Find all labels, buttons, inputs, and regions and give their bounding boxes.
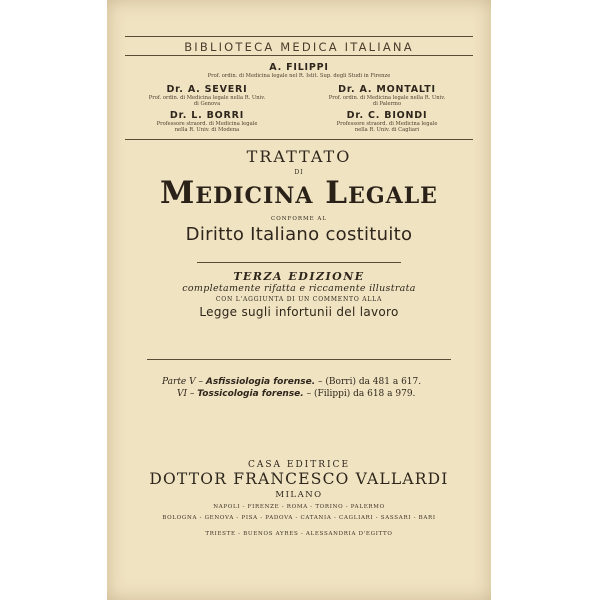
part-subject: Asfissiologia forense. [205,377,316,387]
part-line: VI – Tossicologia forense. – (Filippi) da 618 a 979. [177,389,416,399]
author-affiliation: Prof. ordin. di Medicina legale nella R. Univ. [148,95,266,101]
subtitle: Diritto Italiano costituito [185,224,413,245]
publisher-city: MILANO [275,490,323,500]
publisher-label: CASA EDITRICE [247,460,351,470]
author-affiliation: di Genova [193,101,221,107]
publisher-name: DOTTOR FRANCESCO VALLARDI [149,470,449,488]
author-filippi [107,62,491,79]
branch-cities: NAPOLI - FIRENZE - ROMA - TORINO - PALERMO [213,504,385,510]
title-divider [197,262,401,263]
branch-cities: TRIESTE - BUENOS AYRES - ALESSANDRIA D'EGITTO [205,531,393,537]
author-name: Dr. A. SEVERI [166,84,248,95]
author-name: Dr. A. MONTALTI [338,84,436,95]
law-title: Legge sugli infortunii del lavoro [199,305,399,319]
author-severi [117,84,297,107]
edition-description: completamente rifatta e riccamente illustrata [182,283,416,294]
author-affiliation: Professore straord. di Medicina legale [336,121,438,127]
title-page [107,0,491,600]
author-affiliation: nella R. Univ. di Cagliari [354,127,420,133]
author-affiliation: Professore straord. di Medicina legale [156,121,258,127]
author-affiliation: di Palermo [372,101,402,107]
author-affiliation: nella R. Univ. di Modena [174,127,240,133]
parts-top-rule [147,359,451,360]
top-rule [125,36,473,37]
author-affiliation: Prof. ordin. di Medicina legale nel R. Istit. Sup. degli Studi in Firenze [207,73,391,79]
author-biondi [297,110,477,133]
authors-bottom-rule [125,139,473,140]
di-connector: DI [294,169,304,176]
branch-cities: BOLOGNA - GENOVA - PISA - PADOVA - CATANIA - CAGLIARI - SASSARI - BARI [162,515,436,521]
trattato-heading: TRATTATO [246,147,352,166]
edition-heading: TERZA EDIZIONE [233,270,365,283]
series-bottom-rule [125,55,473,56]
series-title: BIBLIOTECA MEDICA ITALIANA [184,40,414,54]
author-name: Dr. C. BIONDI [346,110,428,121]
edition-addition: CON L'AGGIUNTA DI UN COMMENTO ALLA [215,296,383,303]
author-name: A. FILIPPI [269,62,329,73]
part-line: Parte V – Asfissiologia forense. – (Borri) da 481 a 617. [162,377,422,387]
conforme-connector: CONFORME AL [270,216,327,222]
author-borri [117,110,297,133]
author-affiliation: Prof. ordin. di Medicina legale nella R. Univ. [328,95,446,101]
part-pages: (Filippi) da 618 a 979. [313,389,416,399]
author-montalti [297,84,477,107]
author-name: Dr. L. BORRI [169,110,245,121]
part-number: Parte V [162,377,196,387]
part-subject: Tossicologia forense. [197,389,304,399]
part-number: VI [177,389,188,399]
main-title: Medicina Legale [160,175,438,211]
part-pages: (Borri) da 481 a 617. [325,377,422,387]
